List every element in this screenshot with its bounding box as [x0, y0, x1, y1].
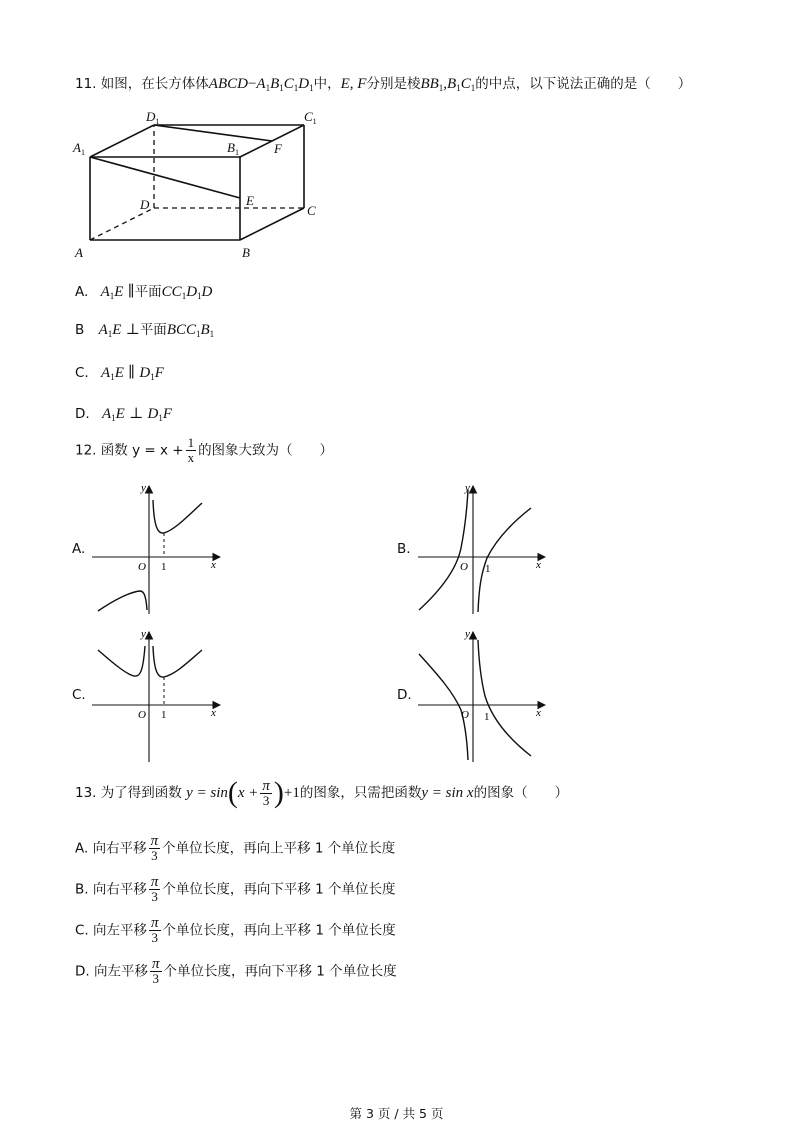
q13-text-a: 为了得到函数: [100, 785, 182, 801]
q13-y-sinx: y = sin x: [421, 785, 474, 801]
label-B1: $B_1$: [227, 140, 239, 157]
label-A1: $A_1$: [73, 140, 85, 157]
pi-over-3: $\frac{\pi}{3}$: [151, 915, 159, 945]
label-one: 1: [161, 561, 167, 573]
label-x: x: [211, 559, 216, 571]
pi-over-3: $\frac{\pi}{3}$: [151, 956, 160, 986]
hidden-edge-A-D: [90, 208, 154, 240]
q13-option-a[interactable]: A. 向右平移 $\frac{\pi}{3}$ 个单位长度，再向上平移 1 个单位长度: [75, 833, 396, 863]
label-E: E: [246, 193, 254, 208]
q11-cuboid: ABCD: [208, 76, 248, 92]
q12-graph-a[interactable]: [90, 478, 230, 618]
q13-x-plus: x +: [237, 785, 259, 801]
label-D: D: [140, 197, 150, 212]
q11-cuboid-figure: [70, 105, 330, 265]
label-one: 1: [484, 711, 490, 723]
curve-left: [419, 654, 468, 760]
q12-option-a-label[interactable]: A.: [72, 541, 86, 557]
label-origin: O: [138, 709, 146, 721]
label-y: y: [141, 482, 146, 494]
q13-stem: 13. 为了得到函数 y = sin(x + $\frac{\pi}{3}$ )+1的图象，只需把函数y = sin x的图象（ ）: [75, 776, 569, 809]
label-one: 1: [485, 563, 491, 575]
q11-text-b: 中，: [313, 76, 341, 92]
edge-A1-D1: [90, 125, 154, 157]
q12-option-d-label[interactable]: D.: [397, 687, 412, 703]
curve-right: [478, 508, 531, 612]
label-A: A: [75, 245, 83, 260]
curve-left: [98, 591, 147, 611]
label-x: x: [536, 559, 541, 571]
pi-over-3: $\frac{\pi}{3}$: [150, 833, 159, 863]
curve-left: [98, 646, 145, 676]
q12-graph-b[interactable]: [413, 478, 553, 618]
segment-A1-E: [90, 157, 240, 198]
q12-fraction: $\frac{1}{x}$: [187, 435, 195, 465]
q13-option-d[interactable]: D. 向左平移 $\frac{\pi}{3}$ 个单位长度，再向下平移 1 个单位长度: [75, 956, 397, 986]
q11-text-d: 的中点，以下说法正确的是（ ）: [475, 76, 692, 92]
q11-bb1: $BB_1,B_1C_1$: [420, 76, 476, 93]
curve-right: [153, 646, 202, 677]
q12-option-b-label[interactable]: B.: [397, 541, 411, 557]
q13-option-b[interactable]: B. 向右平移 $\frac{\pi}{3}$ 个单位长度，再向下平移 1 个单位长度: [75, 874, 396, 904]
label-y: y: [465, 628, 470, 640]
label-one: 1: [161, 709, 167, 721]
q13-pi-over-3: $\frac{\pi}{3}$: [262, 777, 270, 808]
pi-over-3: $\frac{\pi}{3}$: [150, 874, 159, 904]
q12-text-b: 的图象大致为（ ）: [198, 442, 334, 459]
q12-stem: [75, 436, 333, 465]
page-footer: 第 3 页 / 共 5 页: [349, 1106, 444, 1121]
label-D1: $D_1$: [146, 109, 160, 126]
label-y: y: [141, 628, 146, 640]
q11-stem: [75, 72, 691, 93]
q13-option-c[interactable]: C. 向左平移 $\frac{\pi}{3}$ 个单位长度，再向上平移 1 个单位长度: [75, 915, 396, 945]
q11-text-c: 分别是棱: [366, 76, 421, 92]
label-origin: O: [461, 709, 469, 721]
q13-text-c: 的图象（ ）: [473, 785, 569, 801]
label-y: y: [465, 482, 470, 494]
label-C1: $C_1$: [304, 109, 317, 126]
curve-right: [478, 640, 531, 756]
q11-text-a: 如图，在长方体体: [100, 76, 209, 92]
q11-ef: E, F: [340, 76, 367, 92]
label-F: F: [274, 141, 282, 156]
curve-right: [153, 500, 202, 533]
q12-number: 12.: [75, 442, 97, 459]
q12-text-a: 函数 y = x +: [100, 442, 184, 459]
q13-text-b: 的图象，只需把函数: [299, 785, 422, 801]
q12-option-c-label[interactable]: C.: [72, 687, 86, 703]
edge-B-C: [240, 208, 304, 240]
q11-minus: −: [247, 76, 257, 92]
q13-plus-one: +1: [283, 785, 300, 801]
q13-number: 13.: [75, 785, 97, 801]
label-B: B: [242, 245, 250, 260]
q11-number: 11.: [75, 76, 97, 92]
label-x: x: [536, 707, 541, 719]
label-C: C: [307, 203, 316, 218]
label-x: x: [211, 707, 216, 719]
q13-y-eq: y = sin: [186, 785, 228, 801]
curve-left: [419, 490, 468, 610]
label-origin: O: [460, 561, 468, 573]
q11-option-a[interactable]: A. $A_1E$ ∥平面$CC_1D_1D$: [75, 284, 213, 301]
q11-option-d[interactable]: D. $A_1E$ ⊥ $D_1F$: [75, 406, 173, 423]
q11-cuboid-a1: $A_1B_1C_1D_1$: [256, 76, 314, 93]
label-origin: O: [138, 561, 146, 573]
q11-option-b[interactable]: B $A_1E$ ⊥平面$BCC_1B_1$: [75, 322, 215, 339]
segment-D1-F: [154, 125, 272, 141]
q11-option-c[interactable]: C. $A_1E$ ∥ $D_1F$: [75, 365, 164, 382]
q12-graph-c[interactable]: [90, 626, 230, 766]
q12-graph-d[interactable]: [413, 626, 553, 766]
